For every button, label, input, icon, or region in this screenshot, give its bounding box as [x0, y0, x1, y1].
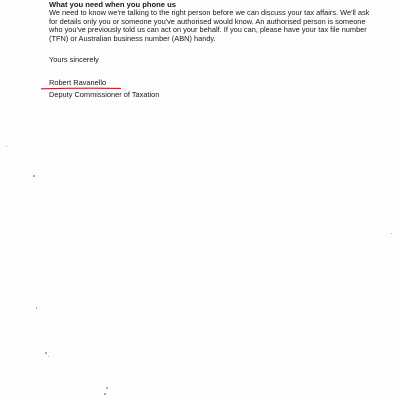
paragraph-line-1: We need to know we're talking to the right person before we can discuss your tax affairs. We'll ask	[49, 8, 370, 17]
signatory-name: Robert Ravanello	[49, 78, 107, 88]
scan-speck	[45, 352, 47, 354]
signatory-title: Deputy Commissioner of Taxation	[49, 90, 160, 100]
signatory-name-wrap	[49, 78, 106, 87]
scan-speck	[36, 307, 37, 309]
paragraph-line-2: for details only you or someone you've authorised would know. An authorised person is someone	[49, 16, 366, 26]
paragraph-line-3: who you've previously told us can act on your behalf. If you can, please have your tax file number	[49, 25, 367, 35]
scan-speck	[106, 387, 108, 389]
paragraph-line-4: (TFN) or Australian business number (ABN) handy.	[49, 33, 216, 43]
scan-speck	[48, 356, 49, 357]
closing: Yours sincerely	[49, 55, 99, 65]
paragraph	[49, 8, 370, 43]
signature-underline	[41, 87, 121, 90]
scan-speck	[104, 393, 106, 395]
scan-speck	[391, 233, 392, 234]
scan-speck	[33, 175, 35, 177]
scan-speck	[6, 146, 7, 147]
section-heading: What you need when you phone us	[49, 0, 176, 9]
letter-content	[49, 0, 370, 100]
